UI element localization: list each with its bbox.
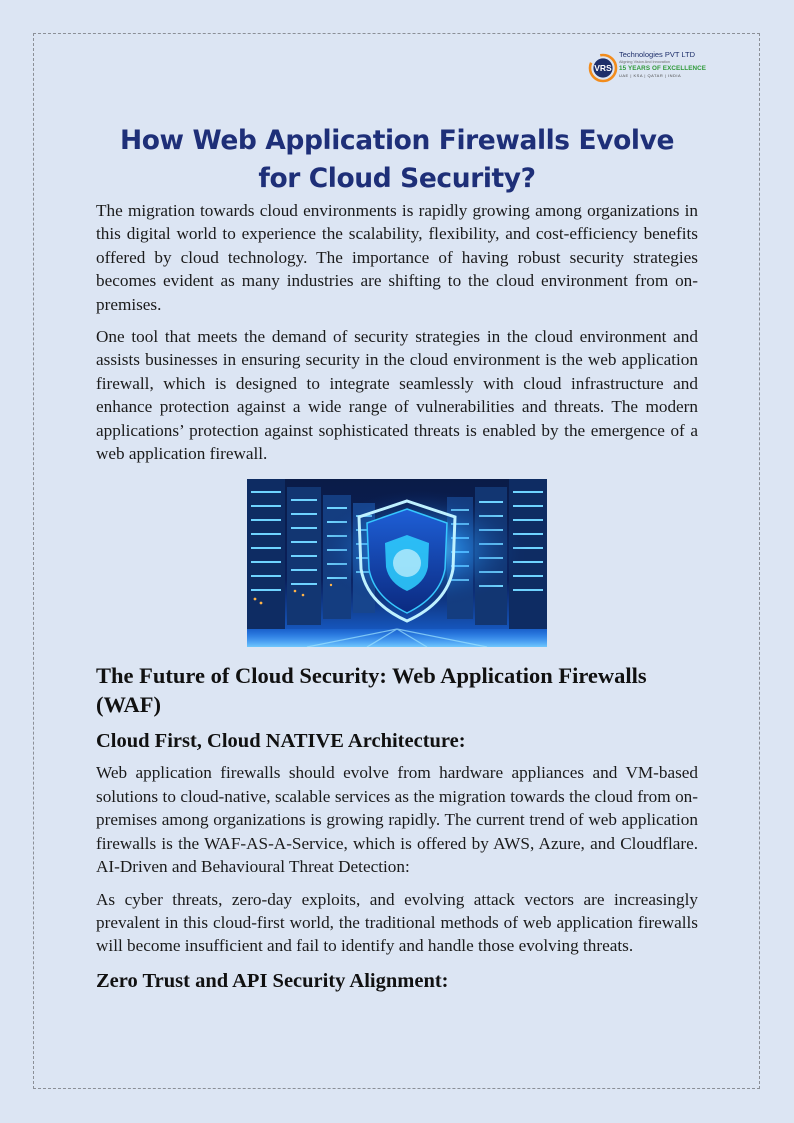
logo-company: Technologies PVT LTD <box>619 50 696 59</box>
logo-tagline: Aligning Vision And Innovation <box>619 60 671 64</box>
logo-years: 15 YEARS OF EXCELLENCE <box>619 65 707 72</box>
intro-paragraph-2: One tool that meets the demand of security strategies in the cloud environment and assists businesses in ensuring security in the cloud environment is the web application firewall, which is designed to integrate seamlessly with cloud infrastructure and enhance protection against a wide range of vulnerabilities and threats. The modern applications’ protection against sophisticated threats is enabled by the emergence of a web application firewall. <box>96 327 698 464</box>
logo-countries: UAE | KSA | QATAR | INDIA <box>619 73 682 78</box>
hero-image <box>247 479 547 647</box>
section-heading: The Future of Cloud Security: Web Application Firewalls (WAF) <box>96 663 647 718</box>
intro-paragraph-1: The migration towards cloud environments is rapidly growing among organizations in this digital world to experience the scalability, flexibility, and cost-efficiency benefits offered by cloud technology. The importance of having robust security strategies becomes evident as many industries are shifting to the cloud environment from on-premises. <box>96 201 698 314</box>
page-title: How Web Application Firewalls Evolve for Cloud Security? <box>119 125 675 194</box>
logo-mark-text: VRS <box>594 63 612 73</box>
article-body <box>96 199 698 1001</box>
cloud-native-paragraph-2: As cyber threats, zero-day exploits, and evolving attack vectors are increasingly prevalent in this cloud-first world, the traditional methods of web application firewalls will become insufficient and fail to identify and handle those evolving threats. <box>96 889 698 956</box>
company-logo <box>588 50 708 86</box>
subsection-heading-cloud-native: Cloud First, Cloud NATIVE Architecture: <box>96 730 466 753</box>
cloud-native-paragraph-1: Web application firewalls should evolve from hardware appliances and VM-based solutions to cloud-native, scalable services as the migration towards the cloud from on-premises among organizations is growing rapidly. The current trend of web application firewalls is the WAF-AS-A-Service, which is offered by AWS, Azure, and Cloudflare. AI-Driven and Behavioural Threat Detection: <box>96 763 698 877</box>
server-room-shield-illustration <box>247 479 547 647</box>
subsection-heading-zero-trust: Zero Trust and API Security Alignment: <box>96 969 449 992</box>
vrs-logo-icon <box>588 53 618 83</box>
